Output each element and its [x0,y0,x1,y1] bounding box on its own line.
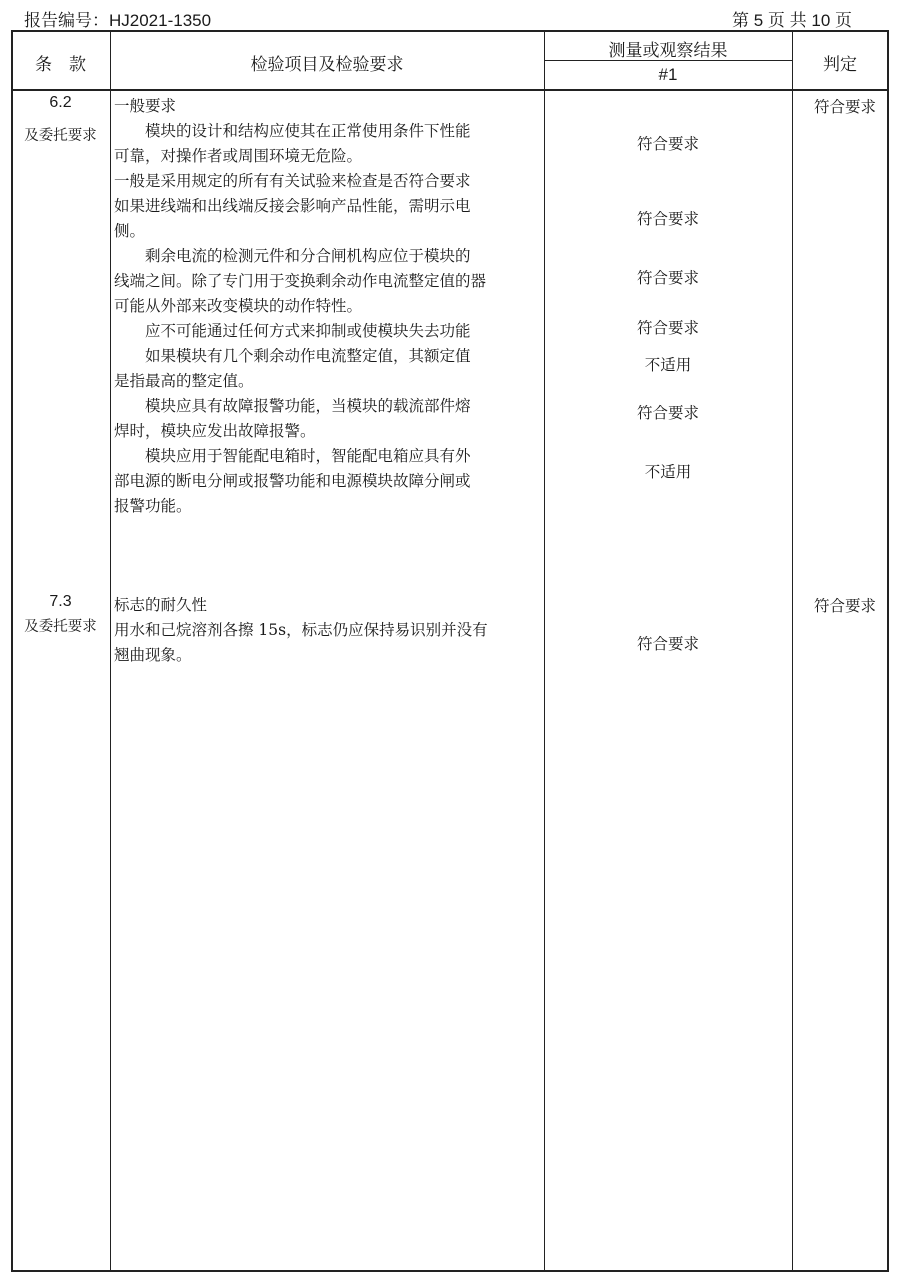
clause-6-2 [11,94,110,145]
item-line: 如果模块有几个剩余动作电流整定值，其额定值 [145,347,471,365]
item-line: 模块的设计和结构应使其在正常使用条件下性能 [145,122,471,140]
clause-number: 6.2 [49,94,72,111]
header-bottom-border [11,89,889,91]
table-bottom-border [11,1270,889,1272]
item-line: 标志的耐久性 [114,596,208,614]
item-line: 剩余电流的检测元件和分合闸机构应位于模块的 [145,247,471,265]
result-value: 不适用 [644,356,692,374]
item-line: 侧。 [114,222,146,240]
result-value: 符合要求 [636,269,699,287]
item-line: 应不可能通过任何方式来抑制或使模块失去功能 [145,322,471,340]
item-text-7-3 [114,593,550,668]
col-header-clause: 条 款 [35,55,86,74]
item-line: 焊时，模块应发出故障报警。 [114,422,316,440]
col-header-result-sub: #1 [658,65,678,84]
result-value: 符合要求 [636,404,699,422]
judgement-value: 符合要求 [813,597,876,615]
item-line: 可能从外部来改变模块的动作特性。 [114,297,363,315]
col-header-result: 测量或观察结果 [608,41,728,60]
result-value: 符合要求 [636,635,699,653]
result-value: 符合要求 [636,135,699,153]
page-indicator: 第 5 页 共 10 页 [732,11,852,30]
col-divider-1 [110,30,111,1271]
table-left-border [11,30,13,1272]
item-line: 部电源的断电分闸或报警功能和电源模块故障分闸或 [114,472,471,490]
item-line: 报警功能。 [114,497,192,515]
item-line: 一般是采用规定的所有有关试验来检查是否符合要求 [114,172,471,190]
item-line: 是指最高的整定值。 [114,372,254,390]
report-number: 报告编号：HJ2021-1350 [24,11,212,30]
clause-number: 7.3 [49,593,72,610]
result-value: 符合要求 [636,319,699,337]
item-text-6-2 [114,94,550,519]
table-right-border [887,30,889,1272]
judgement-value: 符合要求 [813,98,876,116]
result-value: 符合要求 [636,210,699,228]
item-line: 翘曲现象。 [114,646,192,664]
item-line: 线端之间。除了专门用于变换剩余动作电流整定值的器 [114,272,487,290]
col-divider-3 [792,30,793,1271]
col-header-judgement: 判定 [823,55,857,74]
item-line: 用水和己烷溶剂各擦 15s，标志仍应保持易识别并没有 [114,621,488,639]
item-line: 如果进线端和出线端反接会影响产品性能，需明示电 [114,197,471,215]
item-line: 模块应具有故障报警功能，当模块的载流部件熔 [145,397,471,415]
result-value: 不适用 [644,463,692,481]
clause-7-3 [11,593,110,636]
clause-sub: 及委托要求 [24,619,97,635]
item-line: 可靠，对操作者或周围环境无危险。 [114,147,363,165]
table-top-border [11,30,889,32]
item-line: 一般要求 [114,97,177,115]
clause-sub: 及委托要求 [24,128,97,144]
item-line: 模块应用于智能配电箱时，智能配电箱应具有外 [145,447,471,465]
col-header-item: 检验项目及检验要求 [250,55,404,74]
